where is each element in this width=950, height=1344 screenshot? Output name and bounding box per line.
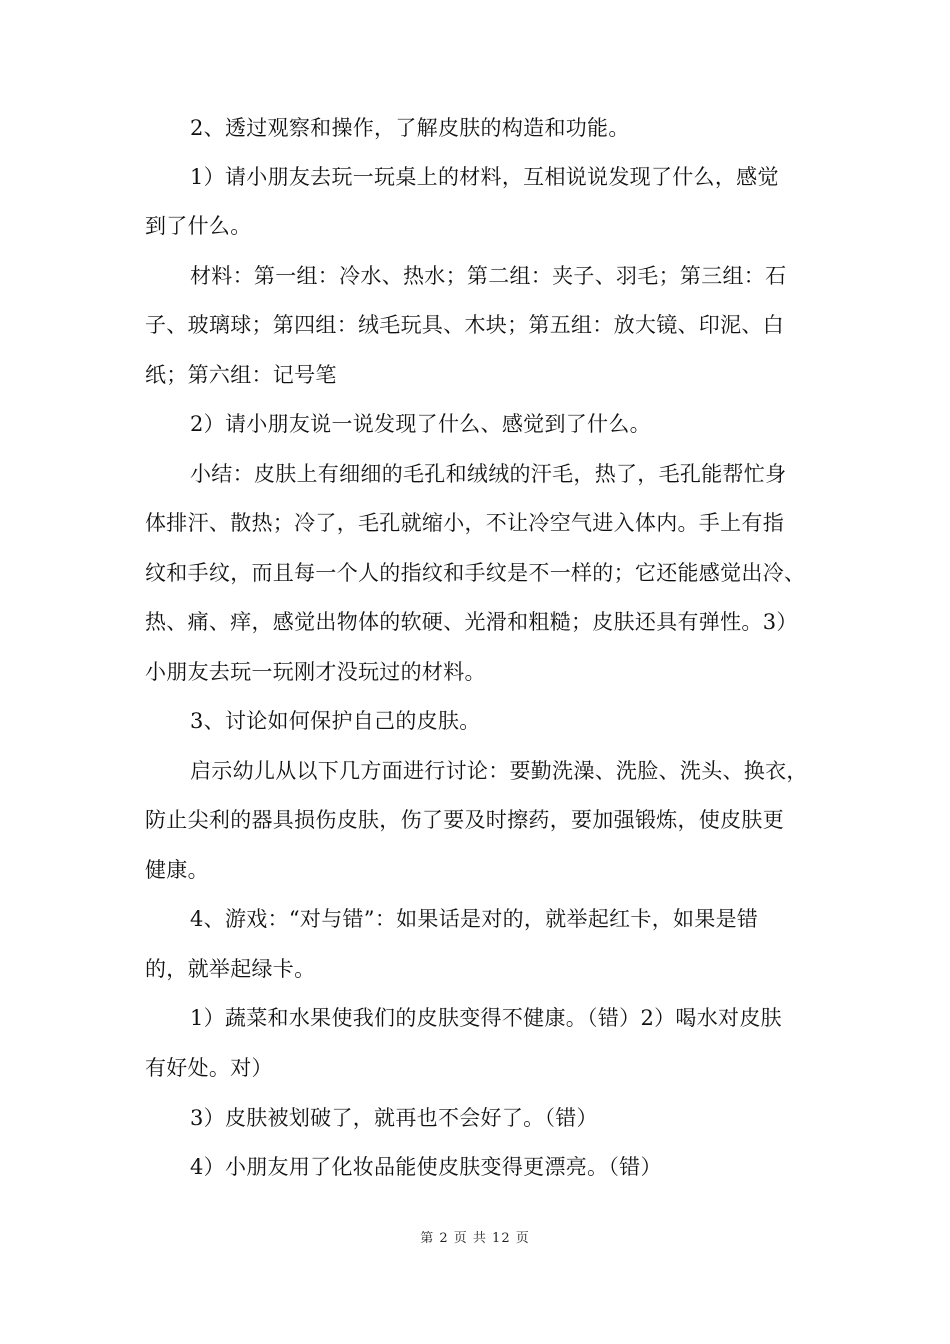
paragraph-line: 启示幼儿从以下几方面进行讨论：要勤洗澡、洗脸、洗头、换衣， bbox=[190, 759, 808, 783]
page-number-footer: 第 2 页 共 12 页 bbox=[420, 1231, 530, 1246]
paragraph-line: 的，就举起绿卡。 bbox=[145, 957, 316, 981]
paragraph-line: 纹和手纹，而且每一个人的指纹和手纹是不一样的；它还能感觉出冷、 bbox=[145, 561, 806, 585]
paragraph-line: 子、玻璃球；第四组：绒毛玩具、木块；第五组：放大镜、印泥、白 bbox=[145, 313, 784, 337]
paragraph-line: 4）小朋友用了化妆品能使皮肤变得更漂亮。（错） bbox=[190, 1155, 662, 1179]
paragraph-line: 2、透过观察和操作，了解皮肤的构造和功能。 bbox=[190, 116, 630, 140]
paragraph-line: 4、游戏：“对与错”：如果话是对的，就举起红卡，如果是错 bbox=[190, 907, 759, 931]
paragraph-line: 到了什么。 bbox=[145, 214, 252, 238]
paragraph-line: 材料：第一组：冷水、热水；第二组：夹子、羽毛；第三组：石 bbox=[190, 264, 787, 288]
paragraph-line: 纸；第六组：记号笔 bbox=[145, 363, 337, 387]
paragraph-line: 3、讨论如何保护自己的皮肤。 bbox=[190, 709, 481, 733]
paragraph-line: 健康。 bbox=[145, 858, 209, 882]
paragraph-line: 小结：皮肤上有细细的毛孔和绒绒的汗毛，热了，毛孔能帮忙身 bbox=[190, 462, 787, 486]
paragraph-line: 热、痛、痒，感觉出物体的软硬、光滑和粗糙；皮肤还具有弹性。3） bbox=[145, 610, 798, 634]
paragraph-line: 有好处。对） bbox=[145, 1056, 273, 1080]
paragraph-line: 小朋友去玩一玩刚才没玩过的材料。 bbox=[145, 660, 486, 684]
paragraph-line: 体排汗、散热；冷了，毛孔就缩小，不让冷空气进入体内。手上有指 bbox=[145, 511, 784, 535]
paragraph-line: 2）请小朋友说一说发现了什么、感觉到了什么。 bbox=[190, 412, 651, 436]
paragraph-line: 1）请小朋友去玩一玩桌上的材料，互相说说发现了什么，感觉 bbox=[190, 165, 779, 189]
paragraph-line: 防止尖利的器具损伤皮肤，伤了要及时擦药，要加强锻炼，使皮肤更 bbox=[145, 808, 784, 832]
paragraph-line: 1）蔬菜和水果使我们的皮肤变得不健康。（错）2）喝水对皮肤 bbox=[190, 1006, 782, 1030]
paragraph-line: 3）皮肤被划破了，就再也不会好了。（错） bbox=[190, 1106, 598, 1130]
